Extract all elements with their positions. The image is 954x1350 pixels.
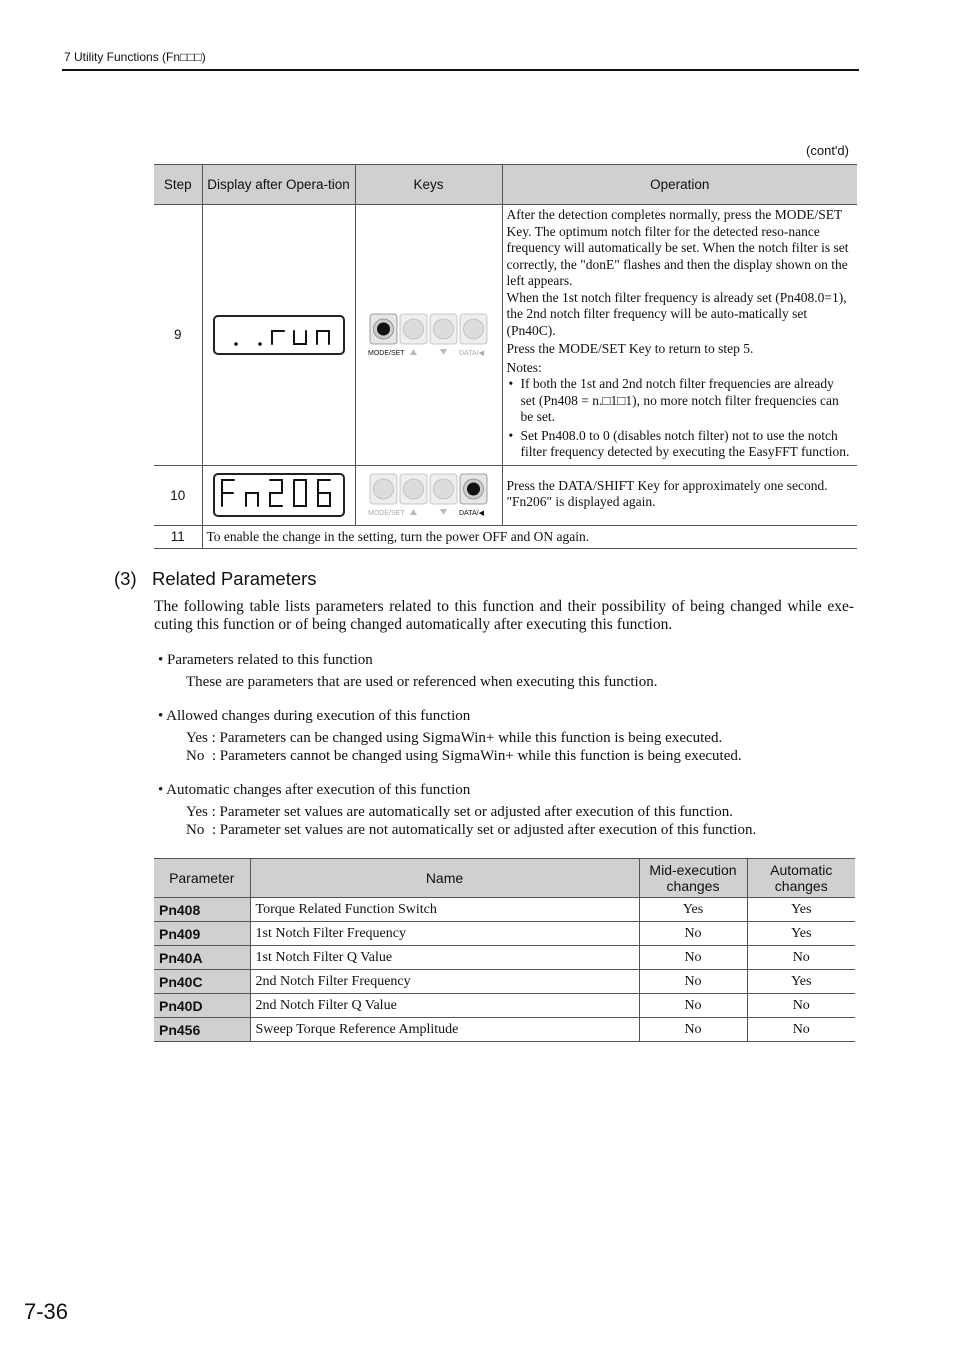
table-row [154,994,855,1018]
automatic-value: No [747,1018,855,1042]
seven-seg-fn206-graphic [217,475,341,511]
param-number: Pn456 [154,1018,250,1042]
step-row [154,525,857,548]
param-name: 1st Notch Filter Q Value [250,946,639,970]
operation-cell [502,205,857,466]
bullet-related-params: • Parameters related to this function [158,652,373,668]
mode-set-label: MODE/SET [367,349,405,357]
step-table-header [154,165,857,205]
note-item: • Set Pn408.0 to 0 (disables notch filter) not to use the notch filter frequency detected by executing the EasyFFT function. [507,428,852,461]
step-row [154,205,857,466]
mode-set-label: MODE/SET [367,510,405,517]
data-shift-label: DATA/◀ [458,349,484,357]
param-name: Sweep Torque Reference Amplitude [250,1018,639,1042]
mid-execution-value: Yes [639,898,747,922]
up-arrow-icon [410,349,417,355]
down-arrow-icon [440,349,447,355]
param-name: 1st Notch Filter Frequency [250,922,639,946]
section-intro: The following table lists parameters related to this function and their possibility of being changed while exe-cuting this function or of being changed automatically after executing this function. [154,598,854,633]
mid-execution-value: No [639,922,747,946]
col-automatic: Automatic changes [747,859,855,898]
table-row [154,1018,855,1042]
param-name: 2nd Notch Filter Frequency [250,970,639,994]
col-keys: Keys [355,165,502,205]
keypad-data-shift-pressed [368,472,490,518]
step-number: 9 [154,205,202,466]
step-row [154,465,857,525]
continued-label: (cont'd) [806,143,849,158]
automatic-value: No [747,946,855,970]
table-row [154,898,855,922]
param-number: Pn409 [154,922,250,946]
col-name: Name [250,859,639,898]
page-number: 7-36 [24,1299,69,1324]
mid-execution-value: No [639,994,747,1018]
notes-list [507,376,852,461]
down-arrow-icon [440,509,447,515]
col-step: Step [154,165,202,205]
param-number: Pn40C [154,970,250,994]
keypad-mode-set-pressed [368,312,490,358]
op-paragraph: Press the MODE/SET Key to return to step 5. [506,341,754,356]
col-parameter: Parameter [154,859,250,898]
keys-cell [355,465,502,525]
note-item: • If both the 1st and 2nd notch filter frequencies are already set (Pn408 = n.□1□1), no more notch filter frequencies can be set. [507,376,852,426]
table-row [154,922,855,946]
mid-execution-value: No [639,1018,747,1042]
up-arrow-icon [410,509,417,515]
automatic-yes-desc: Yes : Parameter set values are automatically set or adjusted after execution of this function. [186,804,734,820]
operation-cell [502,465,857,525]
automatic-no-desc: No : Parameter set values are not automatically set or adjusted after execution of this function. [186,822,757,838]
panel-display-fn206 [213,473,345,517]
header-rule [62,69,859,71]
automatic-value: Yes [747,970,855,994]
keys-cell [355,205,502,466]
step-number: 10 [154,465,202,525]
col-display: Display after Opera-tion [202,165,355,205]
op-paragraph: When the 1st notch filter frequency is already set (Pn408.0=1), the 2nd notch filter frequency will be auto-matically set (Pn40C). [506,289,847,338]
automatic-value: Yes [747,922,855,946]
data-shift-label: DATA/◀ [458,510,484,517]
mid-execution-value: No [639,946,747,970]
section-title: (3) Related Parameters [114,568,317,589]
bullet-automatic-changes: • Automatic changes after execution of this function [158,782,471,798]
parameter-table [154,858,855,1042]
step-table [154,164,857,549]
param-number: Pn40D [154,994,250,1018]
running-header: 7 Utility Functions (Fn□□□) [64,50,206,64]
col-operation: Operation [502,165,857,205]
notes-heading: Notes: [506,359,542,375]
op-paragraph: Press the DATA/SHIFT Key for approximately one second. "Fn206" is displayed again. [506,477,828,509]
bullet-allowed-changes: • Allowed changes during execution of this function [158,708,471,724]
param-number: Pn40A [154,946,250,970]
param-number: Pn408 [154,898,250,922]
seven-seg-run-graphic [217,317,341,349]
param-name: Torque Related Function Switch [250,898,639,922]
automatic-value: No [747,994,855,1018]
operation-cell: To enable the change in the setting, turn the power OFF and ON again. [202,525,857,548]
col-mid-execution: Mid-execution changes [639,859,747,898]
display-cell [202,205,355,466]
op-paragraph: After the detection completes normally, press the MODE/SET Key. The optimum notch filter for the detected reso-nance frequency will automatically be set. When the notch filter is set correctly, the "donE" flashes and then the display shown on the left appears. [506,207,849,288]
mid-execution-value: No [639,970,747,994]
display-cell [202,465,355,525]
parameter-table-header [154,859,855,898]
bullet-related-params-desc: These are parameters that are used or referenced when executing this function. [186,674,658,690]
table-row [154,946,855,970]
allowed-yes-desc: Yes : Parameters can be changed using SigmaWin+ while this function is being executed. [186,730,723,746]
table-row [154,970,855,994]
param-name: 2nd Notch Filter Q Value [250,994,639,1018]
panel-display-run [213,315,345,355]
automatic-value: Yes [747,898,855,922]
allowed-no-desc: No : Parameters cannot be changed using SigmaWin+ while this function is being executed. [186,748,742,764]
step-number: 11 [154,525,202,548]
